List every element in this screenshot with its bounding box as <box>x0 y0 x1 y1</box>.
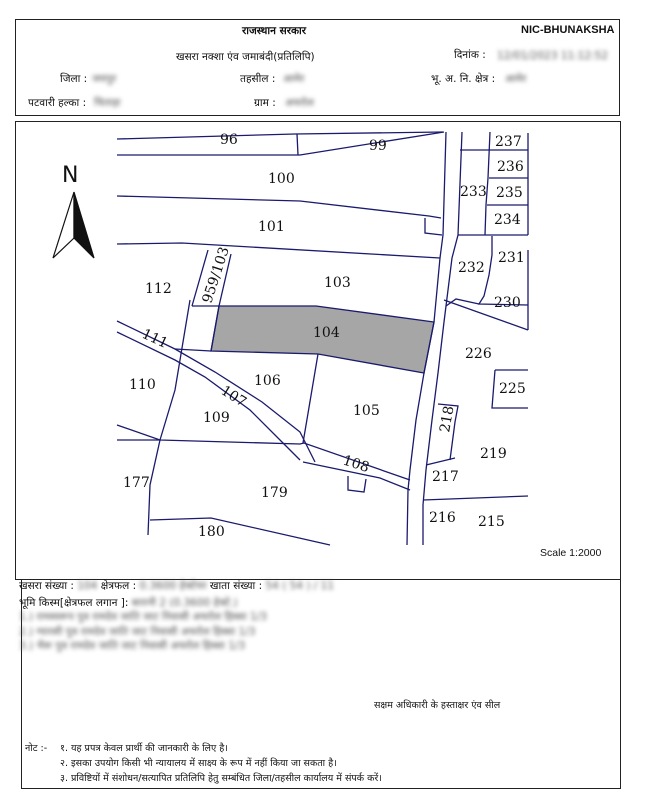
land-record-value: आमेर <box>505 73 527 85</box>
parcel-label: 232 <box>458 260 485 276</box>
date-value: 12/01/2023 11:12:52 <box>497 50 609 62</box>
north-arrow-icon <box>53 163 94 258</box>
boundary-line <box>426 458 455 465</box>
parcel-label: 225 <box>499 381 526 397</box>
parcel-label: 112 <box>145 281 172 297</box>
parcel-label: 177 <box>123 475 150 491</box>
boundary-line <box>117 196 441 218</box>
parcel-label: 230 <box>494 295 521 311</box>
note-item-3: ३. प्रविष्टियों में संशोधन/सत्यापित प्रतिलिपि हेतु सम्बंधित जिला/तहसील कार्यालय में संपर्क करें। <box>60 773 382 784</box>
khasra-label: खसरा संख्या : <box>19 580 74 592</box>
gov-title: राजस्थान सरकार <box>242 25 307 37</box>
note-item-1: १. यह प्रपत्र केवल प्रार्थी की जानकारी के लिए है। <box>60 743 228 754</box>
boundary-line <box>348 476 366 492</box>
khasra-value: 104 <box>77 580 98 592</box>
village-label: ग्राम : <box>254 97 276 109</box>
parcel-label: 179 <box>261 485 288 501</box>
parcel-label: 100 <box>268 171 295 187</box>
boundary-line <box>117 243 440 258</box>
parcel-label: 237 <box>495 134 522 150</box>
parcel-label: 99 <box>369 138 387 154</box>
parcel-label: 215 <box>478 514 505 530</box>
parcel-label: 218 <box>437 404 458 434</box>
owner-line-3: 3.) भैरू पुत्र रामदेव जाति जाट निवासी अचरोल हिस्सा 1/3 <box>19 640 246 652</box>
khata-value: 54 ( 54 ) / 11 <box>265 580 335 592</box>
land-type-row <box>19 596 238 610</box>
boundary-line <box>425 218 442 235</box>
parcel-label: 107 <box>217 382 250 411</box>
parcel-label: 226 <box>465 346 492 362</box>
district-label: जिला : <box>60 73 88 85</box>
note-item-2: २. इसका उपयोग किसी भी न्यायालय में साक्ष्य के रूप में नहीं किया जा सकता है। <box>60 758 337 769</box>
area-label: क्षेत्रफल : <box>100 580 137 592</box>
district-value: जयपुर <box>92 73 117 85</box>
north-label: N <box>62 163 79 188</box>
khata-label: खाता संख्या : <box>209 580 263 592</box>
patwari-value: चिताड़ा <box>94 97 121 109</box>
parcel-label: 111 <box>139 326 171 352</box>
scale-label: Scale 1:2000 <box>540 547 602 559</box>
boundary-line <box>150 518 330 545</box>
parcel-label: 103 <box>324 275 351 291</box>
parcel-label: 105 <box>353 403 380 419</box>
parcel-label: 180 <box>198 524 225 540</box>
boundary-line <box>175 349 211 351</box>
boundary-line <box>117 132 444 155</box>
parcel-label: 216 <box>429 510 456 526</box>
note-label: नोट :- <box>25 743 48 754</box>
village-value: अचरोल <box>285 97 314 109</box>
boundary-line <box>117 132 443 139</box>
parcel-label: 959/103 <box>199 244 233 306</box>
parcel-label: 234 <box>494 212 521 228</box>
owner-line-1: 1.) रामस्वरूप पुत्र रामदेव जाति जाट निवासी अचरोल हिस्सा 1/3 <box>19 611 267 623</box>
owner-line-2: 2.) ग्यारसी पुत्र रामदेव जाति जाट निवासी अचरोल हिस्सा 1/3 <box>19 626 256 638</box>
parcel-label: 101 <box>258 219 285 235</box>
signature-label: सक्षम अधिकारी के हस्ताक्षर एंव सील <box>374 700 501 711</box>
parcel-label: 109 <box>203 410 230 426</box>
parcel-label: 108 <box>340 452 372 477</box>
parcel-label: 231 <box>498 250 525 266</box>
patwari-label: पटवारी हल्का : <box>28 97 87 109</box>
parcel-label: 96 <box>220 132 238 148</box>
boundary-line <box>423 496 528 500</box>
parcel-label: 235 <box>496 185 523 201</box>
boundary-line <box>303 354 318 443</box>
tehsil-value: आमेर <box>283 73 305 85</box>
tehsil-label: तहसील : <box>240 73 276 85</box>
doc-title: खसरा नक्शा एंव जमाबंदी(प्रतिलिपि) <box>176 51 315 63</box>
parcel-label: 233 <box>460 184 487 200</box>
land-type-label: भूमि किस्म[क्षेत्रफल लगान ]: <box>19 597 129 609</box>
parcel-label: 104 <box>313 325 340 341</box>
date-label: दिनांक : <box>454 49 486 61</box>
parcel-label: 217 <box>432 469 459 485</box>
parcel-label: 219 <box>480 446 507 462</box>
parcel-label: 106 <box>254 373 281 389</box>
land-record-label: भू. अ. नि. क्षेत्र : <box>431 73 496 85</box>
area-value: 0.3600 हेक्टेयर <box>139 580 207 592</box>
brand-label: NIC-BHUNAKSHA <box>521 24 615 36</box>
land-type-value: बारानी 2 (0.3600 हेक्टे.) <box>131 597 238 609</box>
parcel-label: 236 <box>497 159 524 175</box>
boundary-line <box>297 134 298 155</box>
parcel-label: 110 <box>129 377 156 393</box>
khasra-row <box>19 579 334 593</box>
